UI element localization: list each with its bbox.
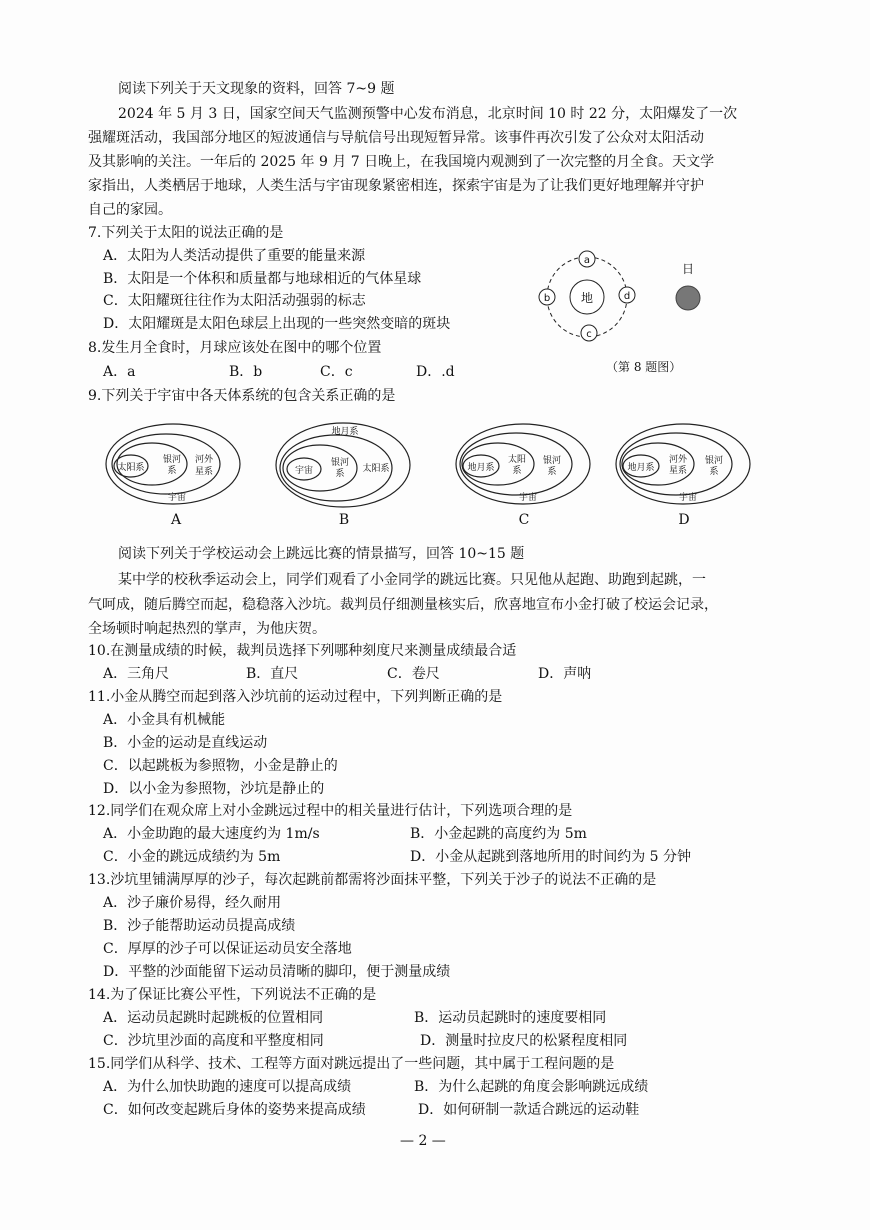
question-14-stem: 14.为了保证比赛公平性，下列说法不正确的是 <box>88 987 377 1003</box>
diagram-b-outermost: 地月系 <box>331 427 359 437</box>
question-13-option-c[interactable]: C．厚厚的沙子可以保证运动员安全落地 <box>103 941 352 957</box>
earth-label: 地 <box>580 291 594 305</box>
question-12-stem: 12.同学们在观众席上对小金跳远过程中的相关量进行估计，下列选项合理的是 <box>88 803 573 819</box>
passage-line: 全场顿时响起热烈的掌声，为他庆贺。 <box>88 621 326 637</box>
diagram-b-outer: 太阳系 <box>362 464 390 474</box>
diagram-c-letter: C <box>518 512 530 528</box>
option-a-system-diagram[interactable] <box>100 420 250 530</box>
question-7-option-a[interactable]: A．太阳为人类活动提供了重要的能量来源 <box>103 248 366 264</box>
question-10-option-c[interactable]: C．卷尺 <box>387 666 440 682</box>
diagram-d-outer: 银河 <box>704 456 724 466</box>
question-11-option-b[interactable]: B．小金的运动是直线运动 <box>103 735 268 751</box>
diagram-d-outermost: 宇宙 <box>678 493 698 503</box>
question-15-stem: 15.同学们从科学、技术、工程等方面对跳远提出了一些问题，其中属于工程问题的是 <box>88 1056 615 1072</box>
question-11-option-c[interactable]: C．以起跳板为参照物，小金是静止的 <box>103 758 338 774</box>
moon-position-d-label: d <box>623 291 631 302</box>
question-10-option-d[interactable]: D．声呐 <box>538 666 592 682</box>
question-12-option-b[interactable]: B．小金起跳的高度约为 5m <box>410 826 587 842</box>
question-12-option-c[interactable]: C．小金的跳远成绩约为 5m <box>103 849 281 865</box>
diagram-d-inner: 地月系 <box>627 463 655 473</box>
diagram-a-outer: 河外 <box>194 455 214 465</box>
diagram-d-outer: 系 <box>709 467 719 477</box>
question-7-option-b[interactable]: B．太阳是一个体积和质量都与地球相近的气体星球 <box>103 271 422 287</box>
question-15-option-c[interactable]: C．如何改变起跳后身体的姿势来提高成绩 <box>103 1102 366 1118</box>
question-7-option-d[interactable]: D．太阳耀斑是太阳色球层上出现的一些突然变暗的斑块 <box>103 316 451 332</box>
question-11-option-a[interactable]: A．小金具有机械能 <box>103 712 226 728</box>
passage-line: 家指出，人类栖居于地球，人类生活与宇宙现象紧密相连，探索宇宙是为了让我们更好地理解并守护 <box>88 178 704 194</box>
diagram-a-outer: 星系 <box>194 467 214 477</box>
question-14-option-c[interactable]: C．沙坑里沙面的高度和平整度相同 <box>103 1033 324 1049</box>
question-14-option-a[interactable]: A．运动员起跳时起跳板的位置相同 <box>103 1010 324 1026</box>
question-12-option-a[interactable]: A．小金助跑的最大速度约为 1m/s <box>103 826 320 842</box>
question-12-option-d[interactable]: D．小金从起跳到落地所用的时间约为 5 分钟 <box>410 849 692 865</box>
diagram-c-mid: 系 <box>512 466 522 476</box>
moon-position-b-label: b <box>543 293 551 304</box>
question-8-option-d[interactable]: D．.d <box>416 364 455 380</box>
question-10-stem: 10.在测量成绩的时候，裁判员选择下列哪种刻度尺来测量成绩最合适 <box>88 643 517 659</box>
diagram-a-mid: 系 <box>167 466 177 476</box>
question-14-option-b[interactable]: B．运动员起跳时的速度要相同 <box>414 1010 607 1026</box>
question-8-option-c[interactable]: C．c <box>320 364 353 380</box>
passage-line: 2024 年 5 月 3 日，国家空间天气监测预警中心发布消息，北京时间 10 时 22 分，太阳爆发了一次 <box>118 106 738 122</box>
question-11-stem: 11.小金从腾空而起到落入沙坑前的运动过程中，下列判断正确的是 <box>88 689 503 705</box>
question-7-stem: 7.下列关于太阳的说法正确的是 <box>88 225 284 241</box>
diagram-b-letter: B <box>338 512 350 528</box>
question-13-option-a[interactable]: A．沙子廉价易得，经久耐用 <box>103 895 282 911</box>
moon-position-c-label: c <box>586 329 592 340</box>
diagram-c-outer: 银河 <box>542 456 562 466</box>
moon-position-a-label: a <box>583 255 591 266</box>
diagram-d-letter: D <box>678 512 690 528</box>
diagram-c-outermost: 宇宙 <box>518 493 538 503</box>
question-8-option-a[interactable]: A．a <box>103 364 136 380</box>
figure-8-caption: （第 8 题图） <box>606 360 682 374</box>
diagram-c-inner: 地月系 <box>467 463 495 473</box>
question-15-option-a[interactable]: A．为什么加快助跑的速度可以提高成绩 <box>103 1079 352 1095</box>
question-7-option-c[interactable]: C．太阳耀斑往往作为太阳活动强弱的标志 <box>103 293 366 309</box>
question-13-option-d[interactable]: D．平整的沙面能留下运动员清晰的脚印，便于测量成绩 <box>103 964 451 980</box>
option-b-system-diagram[interactable] <box>268 420 418 530</box>
diagram-b-mid: 系 <box>335 469 345 479</box>
question-15-option-b[interactable]: B．为什么起跳的角度会影响跳远成绩 <box>414 1079 649 1095</box>
option-c-system-diagram[interactable] <box>448 420 598 530</box>
sun-icon <box>676 286 700 310</box>
question-9-stem: 9.下列关于宇宙中各天体系统的包含关系正确的是 <box>88 388 396 404</box>
diagram-c-outer: 系 <box>547 467 557 477</box>
diagram-a-mid: 银河 <box>162 455 182 465</box>
diagram-a-outermost: 宇宙 <box>167 493 187 503</box>
diagram-c-mid: 太阳 <box>507 455 527 465</box>
figure-8-diagram <box>530 245 720 350</box>
question-13-option-b[interactable]: B．沙子能帮助运动员提高成绩 <box>103 918 296 934</box>
question-10-option-a[interactable]: A．三角尺 <box>103 666 170 682</box>
sun-label: 日 <box>681 262 695 276</box>
question-13-stem: 13.沙坑里铺满厚厚的沙子，每次起跳前都需将沙面抹平整，下列关于沙子的说法不正确的是 <box>88 872 657 888</box>
diagram-a-letter: A <box>170 512 182 528</box>
option-d-system-diagram[interactable] <box>608 420 758 530</box>
page-number: — 2 — <box>400 1133 446 1149</box>
passage-line: 及其影响的关注。一年后的 2025 年 9 月 7 日晚上，在我国境内观测到了一次完整的月全食。天文学 <box>88 154 715 170</box>
question-10-option-b[interactable]: B．直尺 <box>246 666 299 682</box>
question-11-option-d[interactable]: D．以小金为参照物，沙坑是静止的 <box>103 781 325 797</box>
diagram-b-inner: 宇宙 <box>294 466 314 476</box>
diagram-d-mid: 河外 <box>668 455 688 465</box>
passage-line: 气呵成，随后腾空而起，稳稳落入沙坑。裁判员仔细测量核实后，欣喜地宣布小金打破了校运会记录， <box>88 597 718 613</box>
passage-line: 某中学的校秋季运动会上，同学们观看了小金同学的跳远比赛。只见他从起跑、助跑到起跳，一 <box>118 572 706 588</box>
diagram-a-inner: 太阳系 <box>117 463 145 473</box>
question-8-option-b[interactable]: B．b <box>229 364 263 380</box>
diagram-b-mid: 银河 <box>330 458 350 468</box>
passage-line: 自己的家园。 <box>88 202 172 218</box>
question-8-stem: 8.发生月全食时，月球应该处在图中的哪个位置 <box>88 340 382 356</box>
section2-intro: 阅读下列关于学校运动会上跳远比赛的情景描写，回答 10~15 题 <box>118 546 525 562</box>
question-14-option-d[interactable]: D．测量时拉皮尺的松紧程度相同 <box>420 1033 628 1049</box>
passage-line: 强耀斑活动，我国部分地区的短波通信与导航信号出现短暂异常。该事件再次引发了公众对太阳活动 <box>88 130 704 146</box>
diagram-d-mid: 星系 <box>668 466 688 476</box>
question-15-option-d[interactable]: D．如何研制一款适合跳远的运动鞋 <box>418 1102 640 1118</box>
section1-intro: 阅读下列关于天文现象的资料，回答 7~9 题 <box>118 81 395 97</box>
